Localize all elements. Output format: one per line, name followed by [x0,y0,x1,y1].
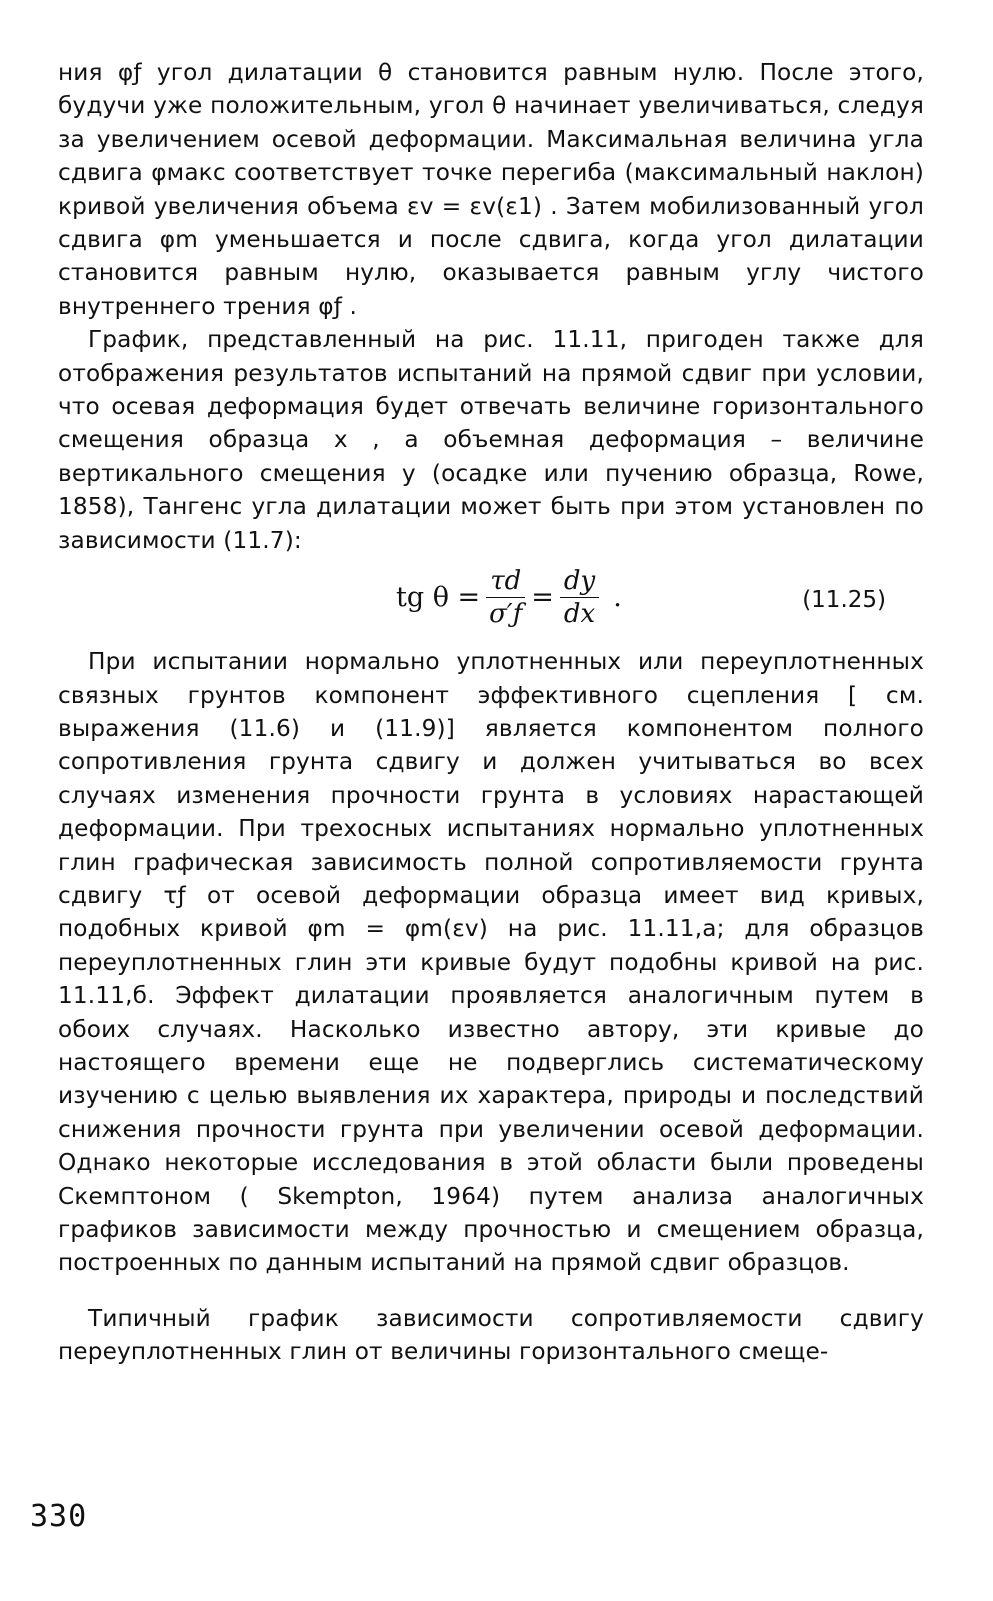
paragraph-4: Типичный график зависимости сопротивляемости сдвигу переуплотненных глин от величины горизонтального смеще- [58,1304,924,1366]
formula-tail: . [613,582,622,614]
page-number: 330 [30,1499,88,1534]
formula-fraction-2 [560,567,599,628]
formula-fraction-1 [486,567,525,628]
formula-fraction-1-denominator: σ′ƒ [489,599,523,630]
formula-fraction-1-numerator: τd [486,567,525,598]
page-body [58,56,924,1369]
formula-body [396,567,622,628]
formula-fraction-2-denominator: dx [563,599,596,630]
formula-fraction-2-numerator: dy [560,567,599,598]
paragraph-1: ния φƒ угол дилатации θ становится равным нулю. После этого, будучи уже положительным, угол θ начинает увеличиваться, следуя за увеличением осевой деформации. Максимальная величина угла сдвига φмакс соответствует точке перегиба (максимальный наклон) кривой увеличения объема εv = εv(ε1) . Затем мобилизованный угол сдвига φm уменьшается и после сдвига, когда угол дилатации становится равным нулю, оказывается равным углу чистого внутреннего трения φƒ . [58,59,924,320]
paragraph-2: График, представленный на рис. 11.11, пригоден также для отображения результатов испытаний на прямой сдвиг при условии, что осевая деформация будет отвечать величине горизонтального смещения образца x , а объемная деформация – величине вертикального смещения y (осадке или пучению образца, Rowe, 1858), Тангенс угла дилатации может быть при этом установлен по зависимости (11.7): [58,326,924,554]
formula-11-25 [58,561,924,635]
formula-lhs: tg θ = [396,582,481,614]
equation-number: (11.25) [802,587,886,614]
formula-equals: = [531,582,554,614]
paragraph-3: При испытании нормально уплотненных или переуплотненных связных грунтов компонент эффективного сцепления [ см. выражения (11.6) и (11.9)] является компонентом полного сопротивления грунта сдвигу и должен учитываться во всех случаях изменения прочности грунта в условиях нарастающей деформации. При трехосных испытаниях нормально уплотненных глин графическая зависимость полной сопротивляемости грунта сдвигу τƒ от осевой деформации образца имеет вид кривых, подобных кривой φm = φm(εv) на рис. 11.11,а; для образцов переуплотненных глин эти кривые будут подобны кривой на рис. 11.11,б. Эффект дилатации проявляется аналогичным путем в обоих случаях. Насколько известно автору, эти кривые до настоящего времени еще не подверглись систематическому изучению с целью выявления их характера, природы и последствий снижения прочности грунта при увеличении осевой деформации. Однако некоторые исследования в этой области были проведены Скемптоном ( Skempton, 1964) путем анализа аналогичных графиков зависимости между прочностью и смещением образца, построенных по данным испытаний на прямой сдвиг образцов. [58,648,924,1277]
